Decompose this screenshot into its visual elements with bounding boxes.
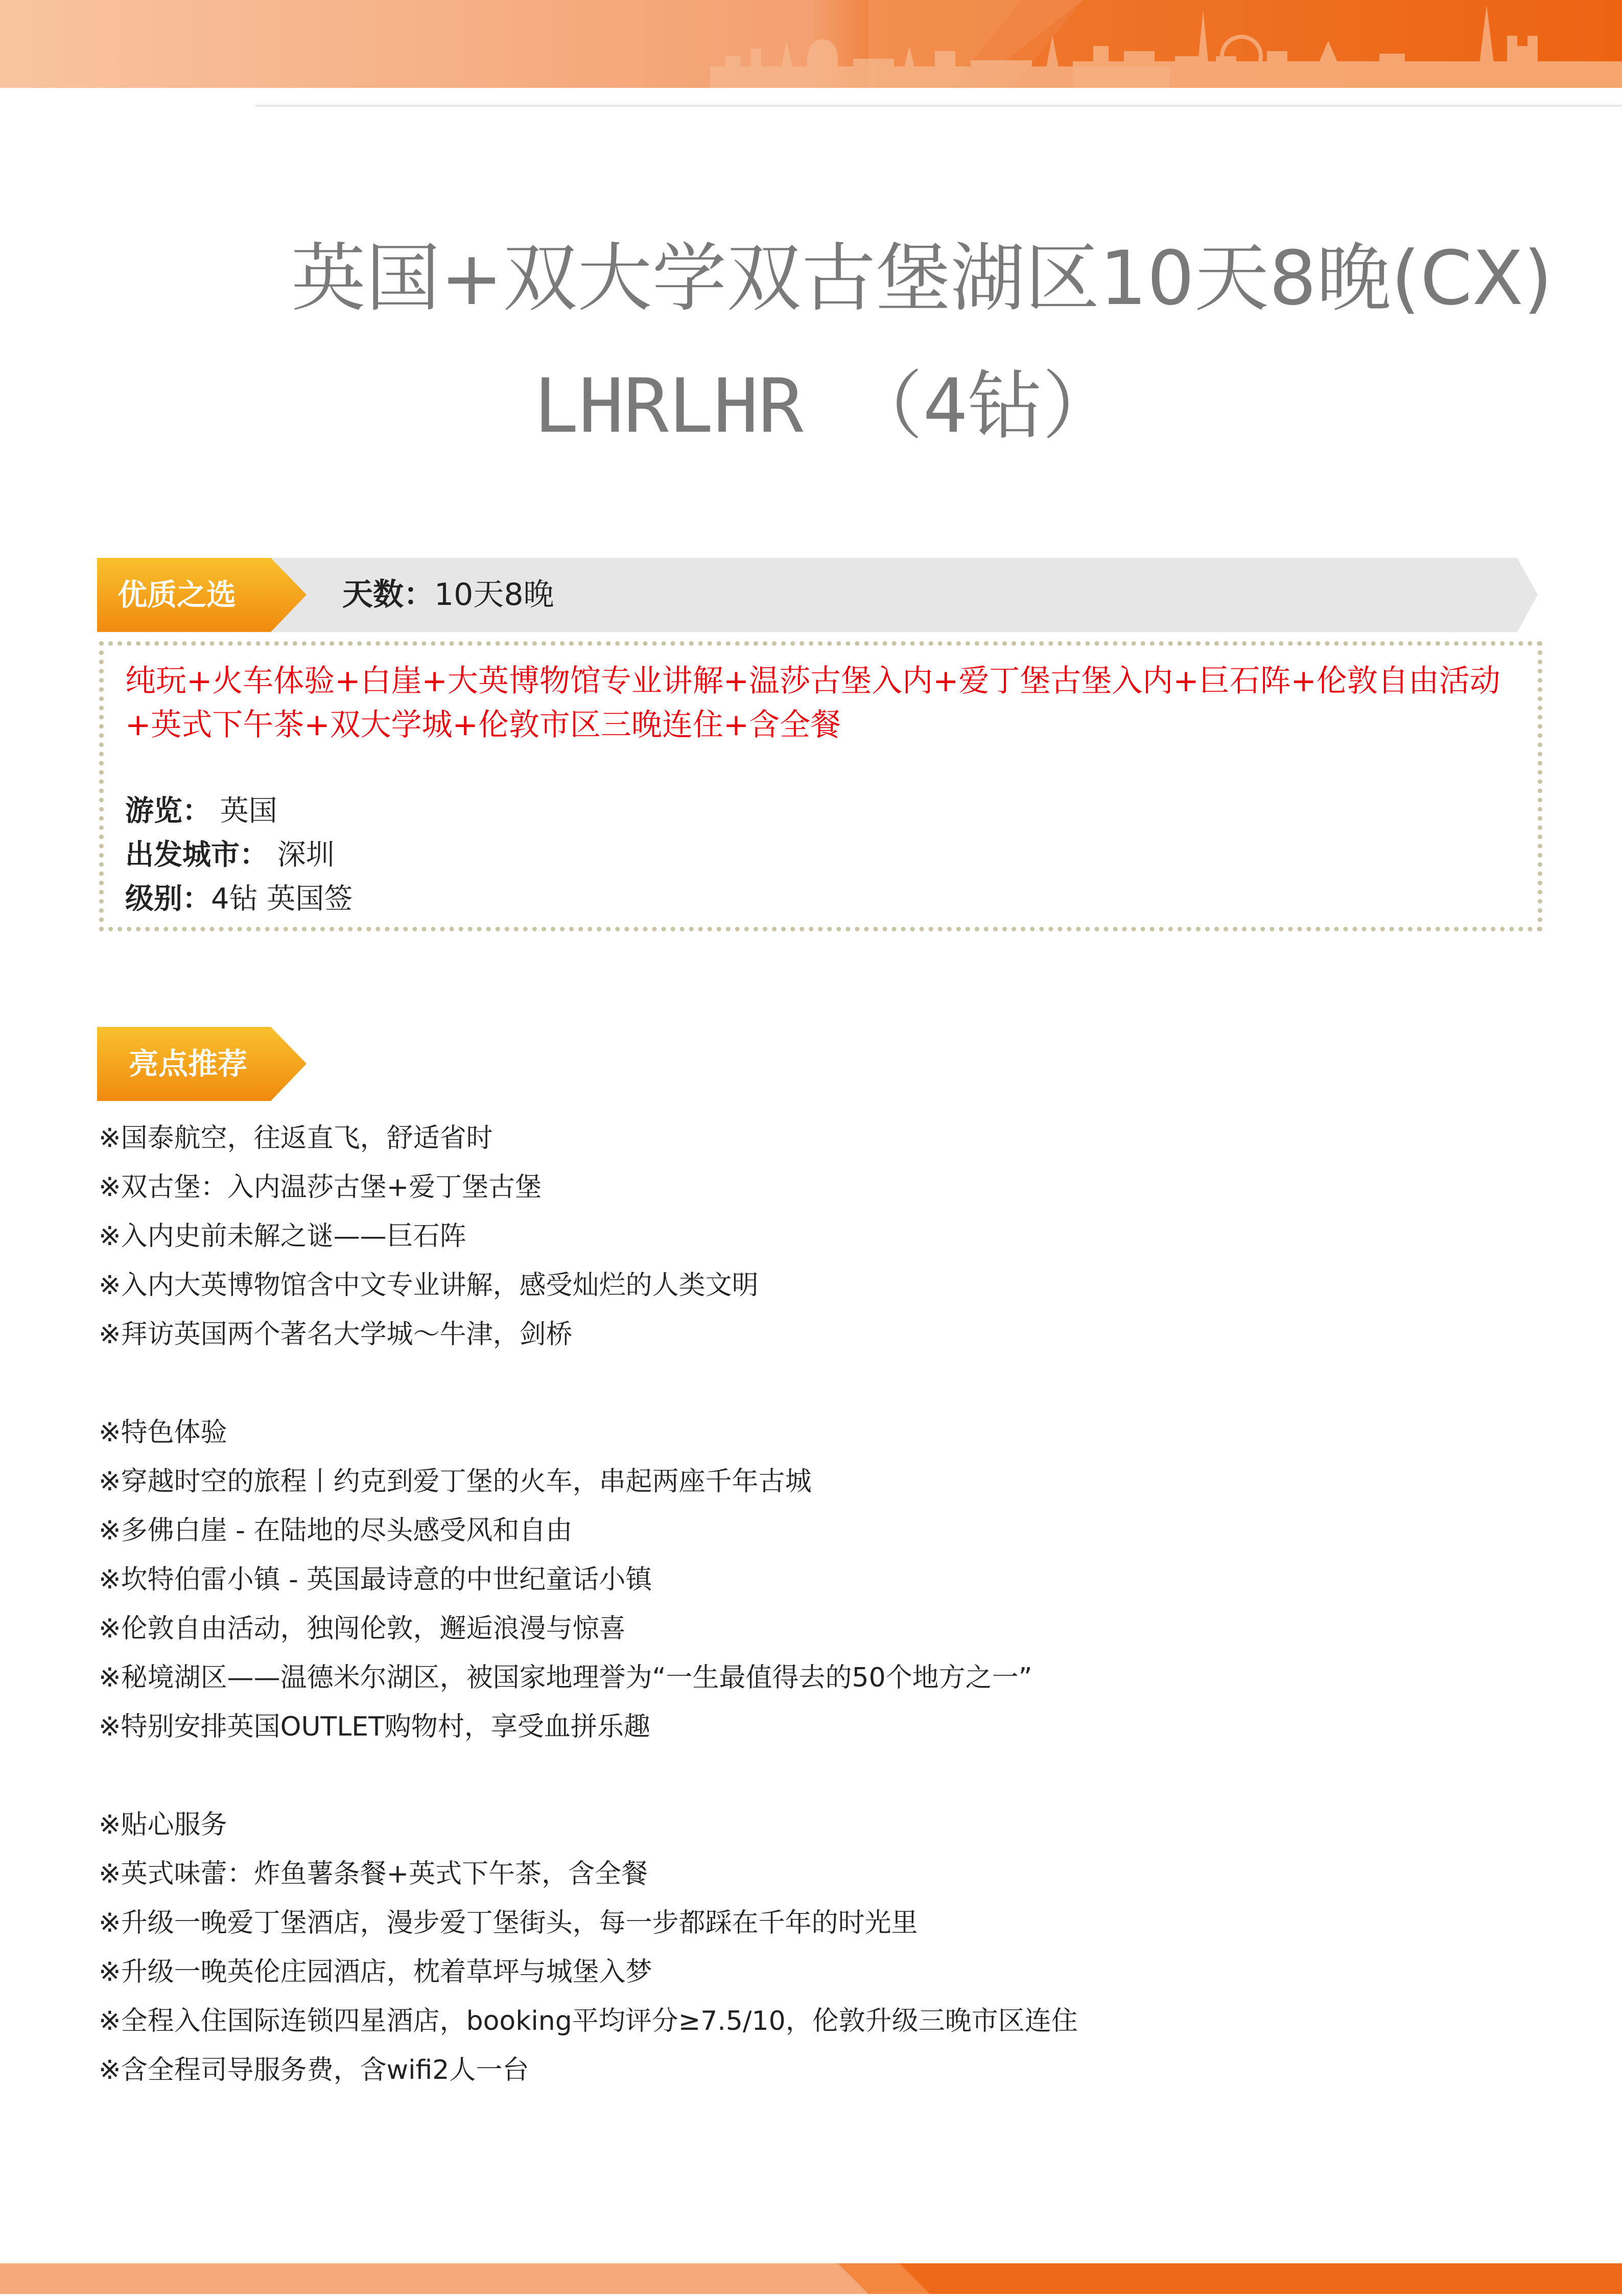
page-title: 英国+双大学双古堡湖区10天8晚(CX): [291, 235, 1553, 322]
city-value: 深圳: [268, 838, 335, 872]
highlight-item: [99, 1359, 1580, 1408]
page-subtitle: LHRLHR （4钻）: [534, 363, 1117, 450]
highlight-item: ※全程入住国际连锁四星酒店，booking平均评分≥7.5/10，伦敦升级三晚市区连住: [99, 2006, 1078, 2036]
level-label: 级别：: [125, 882, 211, 916]
highlight-item: ※国泰航空，往返直飞，舒适省时: [99, 1123, 493, 1154]
highlight-item: ※特别安排英国OUTLET购物村，享受血拼乐趣: [99, 1712, 650, 1742]
highlights-list: [99, 1114, 1580, 2095]
highlight-item: ※拜访英国两个著名大学城～牛津，剑桥: [99, 1319, 573, 1350]
highlight-item: ※多佛白崖 - 在陆地的尽头感受风和自由: [99, 1515, 573, 1546]
highlight-item: ※入内大英博物馆含中文专业讲解，感受灿烂的人类文明: [99, 1270, 759, 1301]
header-divider: [255, 105, 1622, 107]
tour-label: 游览：: [125, 794, 211, 828]
highlight-item: ※伦敦自由活动，独闯伦敦，邂逅浪漫与惊喜: [99, 1613, 626, 1644]
days-value: 10天8晚: [434, 577, 554, 613]
tour-line: [125, 789, 277, 833]
header-banner: [0, 0, 1622, 88]
footer-banner: [0, 2263, 1622, 2294]
city-line: [125, 833, 335, 877]
city-label: 出发城市：: [125, 838, 268, 872]
highlights-tag-label: 亮点推荐: [129, 1046, 248, 1081]
highlights-tag: [97, 1027, 312, 1101]
highlight-item: [99, 1751, 1580, 1800]
summary-text: 纯玩+火车体验+白崖+大英博物馆专业讲解+温莎古堡入内+爱丁堡古堡入内+巨石阵+伦敦自由活动+英式下午茶+双大学城+伦敦市区三晚连住+含全餐: [125, 663, 1500, 743]
highlight-item: ※升级一晚英伦庄园酒店，枕着草坪与城堡入梦: [99, 1957, 652, 1987]
highlight-item: ※升级一晚爱丁堡酒店，漫步爱丁堡街头，每一步都踩在千年的时光里: [99, 1908, 918, 1938]
days-label: 天数：: [342, 577, 434, 613]
highlight-item: ※含全程司导服务费，含wifi2人一台: [99, 2055, 529, 2086]
level-line: [125, 877, 352, 921]
level-value: 4钻 英国签: [211, 882, 353, 916]
highlight-item: ※穿越时空的旅程丨约克到爱丁堡的火车，串起两座千年古城: [99, 1466, 812, 1497]
quality-tag: 优质之选: [117, 577, 237, 612]
days-info: [342, 558, 554, 632]
days-ribbon: [97, 558, 1538, 632]
highlight-item: ※入内史前未解之谜——巨石阵: [99, 1221, 466, 1252]
highlight-item: ※双古堡：入内温莎古堡+爱丁堡古堡: [99, 1172, 542, 1203]
highlight-item: ※英式味蕾：炸鱼薯条餐+英式下午茶，含全餐: [99, 1859, 648, 1889]
highlight-item: ※特色体验: [99, 1417, 227, 1448]
highlight-item: ※坎特伯雷小镇 - 英国最诗意的中世纪童话小镇: [99, 1564, 652, 1595]
highlight-item: ※贴心服务: [99, 1810, 227, 1840]
highlight-item: ※秘境湖区——温德米尔湖区，被国家地理誉为“一生最值得去的50个地方之一”: [99, 1662, 1032, 1693]
tour-value: 英国: [211, 794, 277, 828]
